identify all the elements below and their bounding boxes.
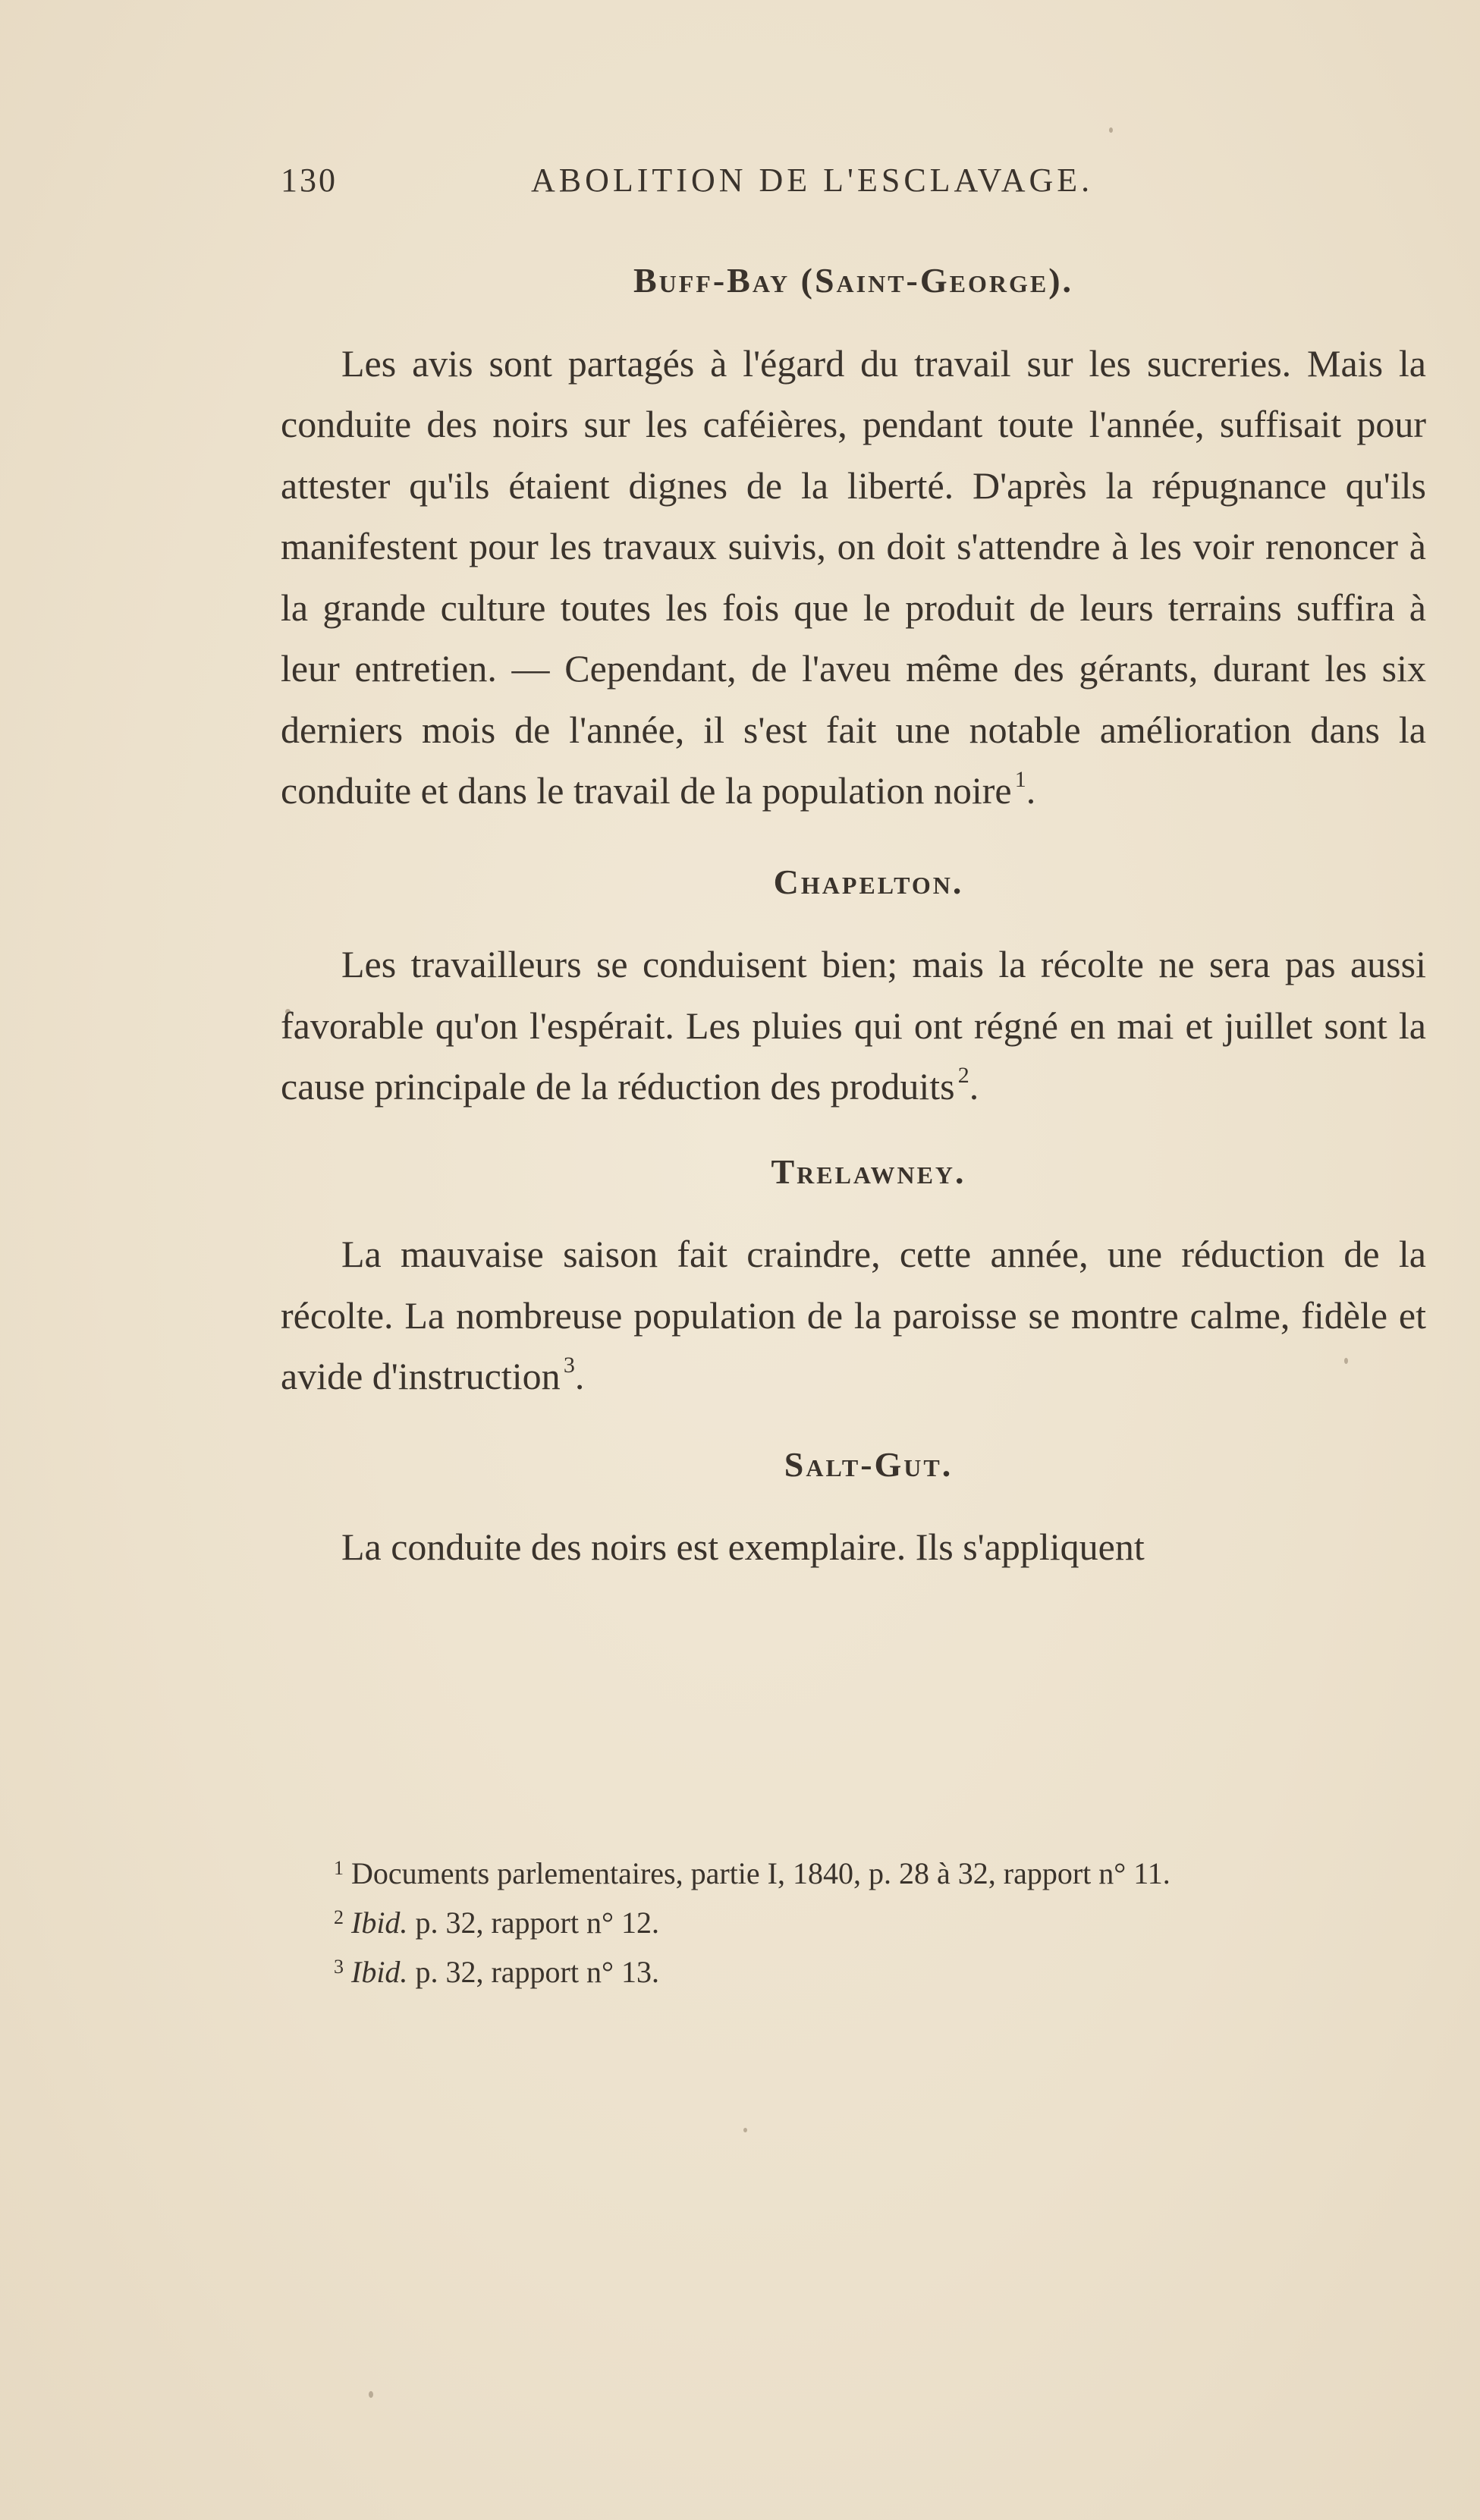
body-text <box>281 250 1426 1578</box>
paragraph-salt-gut <box>281 1516 1426 1578</box>
paper-speck <box>1109 127 1113 133</box>
footnote-2 <box>281 1900 1426 1950</box>
section-heading-buff-bay: Buff-Bay (Saint-George). <box>633 261 1074 300</box>
paragraph-text: Les avis sont partagés à l'égard du travail sur les sucreries. Mais la conduite des noirs sur les caféières, pendant toute l'année, suffisait pour attester qu'ils étaient dignes de la liberté. D'après la répugnance qu'ils manifestent pour les travaux suivis, on doit s'attendre à les voir renoncer à la grande culture toutes les fois que le produit de leurs terrains suffira à leur entretien. — Cependant, de l'aveu même des gérants, durant les six derniers mois de l'année, il s'est fait une notable amélioration dans la conduite et dans le travail de la population noire <box>281 341 1426 812</box>
section-heading-trelawney: Trelawney. <box>771 1152 966 1191</box>
footnote-1 <box>281 1851 1426 1900</box>
paragraph-end: . <box>574 1355 585 1397</box>
footnote-ibid: Ibid. <box>351 1955 408 1989</box>
page-number: 130 <box>281 162 338 199</box>
paragraph-chapelton <box>281 934 1426 1117</box>
paragraph-text: La mauvaise saison fait craindre, cette année, une réduction de la récolte. La nombreuse population de la paroisse se montre calme, fidèle et avide d'instruction <box>281 1233 1426 1397</box>
footnote-text: p. 32, rapport n° 12. <box>407 1906 659 1940</box>
footnote-3 <box>281 1950 1426 1999</box>
footnote-text: p. 32, rapport n° 13. <box>407 1955 659 1989</box>
paper-speck <box>369 2391 373 2398</box>
paragraph-end: . <box>1026 769 1036 812</box>
section-heading-salt-gut: Salt-Gut. <box>784 1444 954 1484</box>
footnote-ref[interactable]: 1 <box>1014 767 1026 793</box>
paragraph-trelawney <box>281 1224 1426 1407</box>
footnote-mark: 2 <box>334 1906 344 1928</box>
paragraph-text: Les travailleurs se conduisent bien; mais la récolte ne sera pas aussi favorable qu'on l'espérait. Les pluies qui ont régné en mai et juillet sont la cause principale de la réduction des produits <box>281 943 1426 1108</box>
footnote-mark: 1 <box>334 1857 344 1879</box>
running-title: ABOLITION DE L'ESCLAVAGE. <box>531 162 1094 199</box>
footnote-ibid: Ibid. <box>351 1906 408 1940</box>
paragraph-text: La conduite des noirs est exemplaire. Ils s'appliquent <box>341 1526 1145 1568</box>
paragraph-buff-bay <box>281 333 1426 822</box>
footnotes <box>281 1851 1426 1999</box>
section-heading-chapelton: Chapelton. <box>773 862 964 901</box>
footnote-ref[interactable]: 3 <box>563 1353 575 1378</box>
paragraph-end: . <box>969 1065 979 1108</box>
paper-speck <box>743 2128 747 2132</box>
footnote-text: Documents parlementaires, partie I, 1840, p. 28 à 32, rapport n° 11. <box>351 1856 1170 1890</box>
footnote-ref[interactable]: 2 <box>957 1063 969 1089</box>
running-head <box>281 161 1176 214</box>
footnote-mark: 3 <box>334 1956 344 1978</box>
